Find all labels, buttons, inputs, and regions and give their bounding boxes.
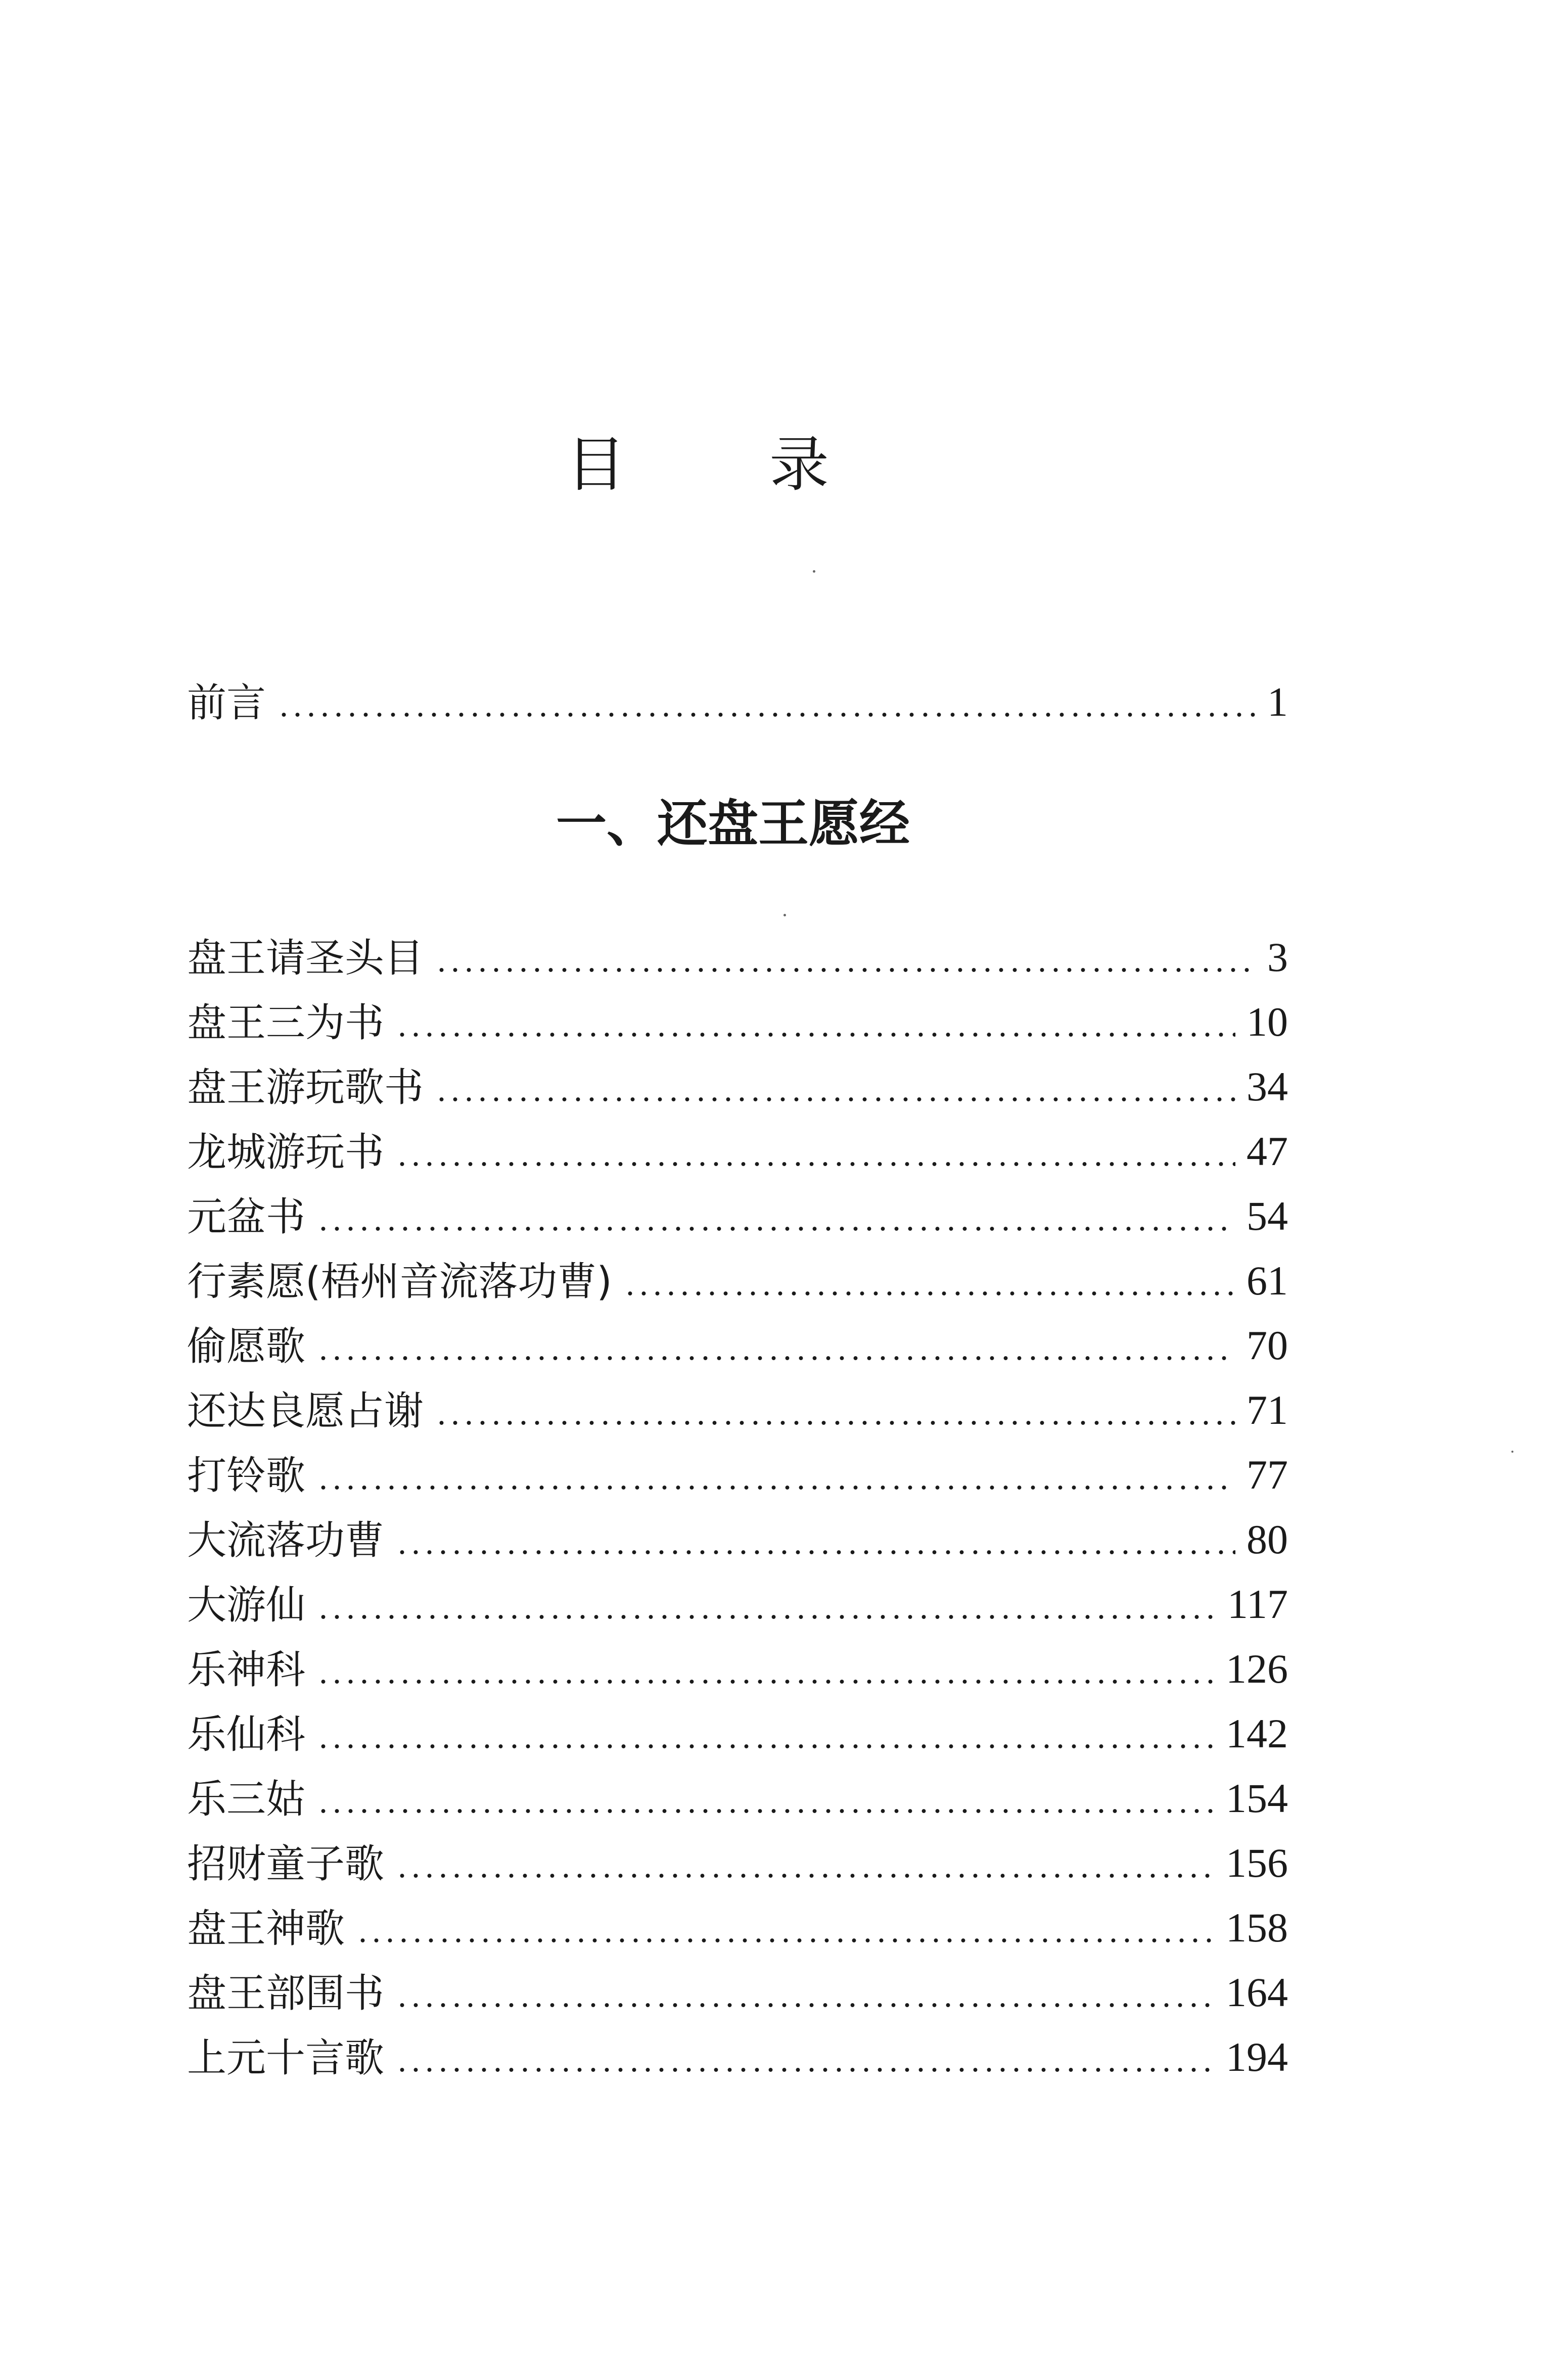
- dot-leader: [316, 1743, 1215, 1749]
- scan-speck: [783, 914, 786, 916]
- toc-entry-label: 大游仙: [187, 1583, 306, 1628]
- toc-entry[interactable]: [187, 922, 1288, 981]
- toc-entry-page: 10: [1247, 999, 1288, 1045]
- toc-entry-label: 盘王游玩歌书: [187, 1065, 424, 1110]
- toc-entry-page: 117: [1227, 1581, 1288, 1627]
- dot-leader: [623, 1290, 1235, 1296]
- toc-entry[interactable]: [187, 1440, 1288, 1499]
- dot-leader: [316, 1355, 1235, 1361]
- dot-leader: [277, 712, 1256, 718]
- dot-leader: [395, 1549, 1235, 1555]
- toc-entry[interactable]: [187, 1569, 1288, 1628]
- dot-leader: [395, 1032, 1235, 1038]
- toc-entry-preface[interactable]: [187, 667, 1288, 726]
- toc-entry-page: 164: [1226, 1969, 1288, 2015]
- toc-entry-page: 71: [1247, 1387, 1288, 1433]
- toc-entry-page: 70: [1247, 1322, 1288, 1368]
- toc-entry-label: 盘王神歌: [187, 1906, 345, 1952]
- toc-entry-page: 158: [1226, 1905, 1288, 1951]
- toc-entry-page: 3: [1267, 934, 1288, 980]
- dot-leader: [395, 2067, 1215, 2073]
- toc-entry-page: 54: [1247, 1193, 1288, 1239]
- toc-entry[interactable]: [187, 1246, 1288, 1305]
- dot-leader: [435, 967, 1256, 973]
- scan-speck: [1511, 1451, 1513, 1453]
- toc-entry[interactable]: [187, 1699, 1288, 1757]
- dot-leader: [435, 1096, 1235, 1102]
- toc-entry-label: 盘王三为书: [187, 1000, 385, 1046]
- title-char-2: 录: [769, 430, 829, 499]
- toc-entry-label: 偷愿歌: [187, 1324, 306, 1369]
- dot-leader: [395, 2002, 1215, 2008]
- toc-entry-page: 194: [1226, 2034, 1288, 2080]
- toc-entry[interactable]: [187, 1828, 1288, 1887]
- toc-entry-page: 80: [1247, 1516, 1288, 1562]
- toc-entry-label: 盘王部围书: [187, 1971, 385, 2016]
- toc-entry-label: 打铃歌: [187, 1453, 306, 1499]
- toc-entry-page: 156: [1226, 1840, 1288, 1886]
- toc-entry[interactable]: [187, 1764, 1288, 1822]
- toc-entry[interactable]: [187, 1505, 1288, 1563]
- toc-entry-page: 61: [1247, 1258, 1288, 1304]
- toc-entry-page: 77: [1247, 1452, 1288, 1498]
- toc-entry-page: 1: [1267, 679, 1288, 725]
- dot-leader: [356, 1937, 1215, 1943]
- dot-leader: [316, 1226, 1235, 1232]
- toc-entry-label: 龙城游玩书: [187, 1130, 385, 1175]
- toc-entry[interactable]: [187, 1958, 1288, 2016]
- dot-leader: [316, 1808, 1215, 1814]
- page-title: [566, 430, 829, 499]
- toc-entry-label: 乐神科: [187, 1647, 306, 1693]
- toc-entry-page: 47: [1247, 1128, 1288, 1174]
- toc-entry[interactable]: [187, 1052, 1288, 1110]
- toc-entry[interactable]: [187, 1181, 1288, 1240]
- section-heading: 一、还盘王愿经: [556, 794, 910, 853]
- toc-entry-label: 盘王请圣头目: [187, 936, 424, 981]
- toc-entry-label: 还达良愿占谢: [187, 1388, 424, 1434]
- toc-entry-label: 行素愿(梧州音流落功曹): [187, 1259, 612, 1305]
- toc-entry-page: 34: [1247, 1063, 1288, 1109]
- toc-entry-page: 126: [1226, 1646, 1288, 1692]
- toc-entry-label: 元盆书: [187, 1194, 306, 1240]
- toc-entry-label: 上元十言歌: [187, 2035, 385, 2081]
- toc-entry[interactable]: [187, 1117, 1288, 1175]
- toc-entry[interactable]: [187, 2022, 1288, 2081]
- toc-entry[interactable]: [187, 1634, 1288, 1693]
- dot-leader: [316, 1485, 1235, 1491]
- toc-entry-page: 154: [1226, 1775, 1288, 1821]
- dot-leader: [316, 1614, 1216, 1620]
- toc-entry-label: 乐三姑: [187, 1777, 306, 1822]
- toc-entry-label: 前言: [187, 680, 266, 726]
- scan-speck: [813, 570, 815, 573]
- title-char-1: 目: [566, 430, 626, 499]
- dot-leader: [316, 1679, 1215, 1685]
- dot-leader: [435, 1420, 1235, 1426]
- toc-entry-label: 大流落功曹: [187, 1518, 385, 1563]
- dot-leader: [395, 1161, 1235, 1167]
- toc-entry-page: 142: [1226, 1710, 1288, 1756]
- toc-entry[interactable]: [187, 1311, 1288, 1369]
- toc-entry[interactable]: [187, 1375, 1288, 1434]
- toc-entry[interactable]: [187, 987, 1288, 1046]
- toc-entry[interactable]: [187, 1893, 1288, 1952]
- toc-entry-label: 乐仙科: [187, 1712, 306, 1757]
- dot-leader: [395, 1873, 1215, 1879]
- toc-entry-label: 招财童子歌: [187, 1841, 385, 1887]
